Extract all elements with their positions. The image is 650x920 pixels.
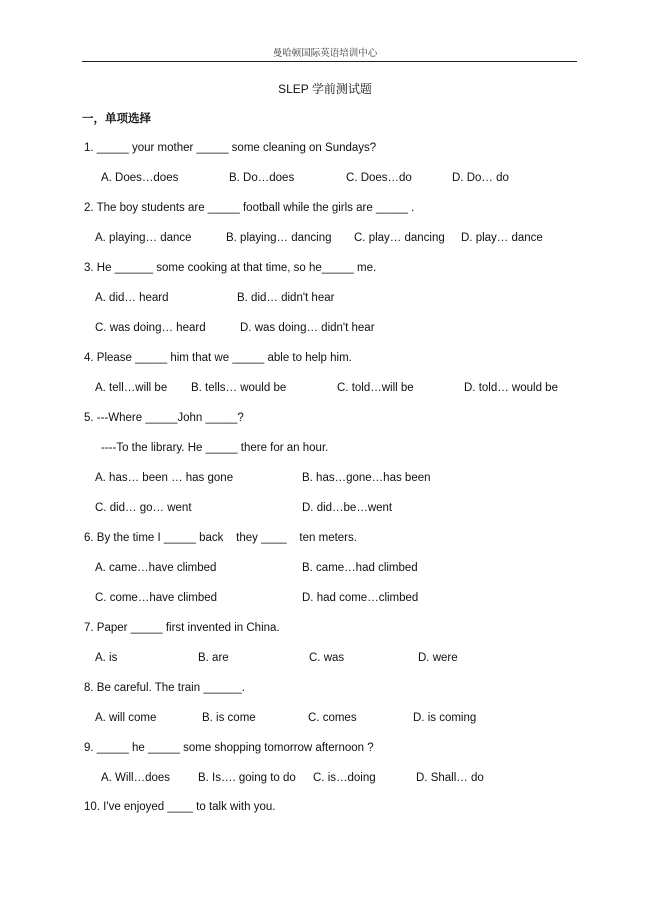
page-header: 曼哈顿国际英语培训中心 <box>272 48 378 59</box>
option-d: D. had come…climbed <box>302 592 419 604</box>
option-b: B. are <box>198 652 229 664</box>
option-a: A. did… heard <box>95 292 169 304</box>
option-d: D. Do… do <box>452 172 509 184</box>
question-stem-continued: ----To the library. He _____ there for an hour. <box>101 442 329 454</box>
question-stem: 8. Be careful. The train ______. <box>84 682 245 694</box>
question-stem: 9. _____ he _____ some shopping tomorrow afternoon ? <box>84 742 374 754</box>
option-b: B. came…had climbed <box>302 562 418 574</box>
option-b: B. did… didn't hear <box>237 292 335 304</box>
option-d: D. was doing… didn't hear <box>240 322 375 334</box>
question-stem: 2. The boy students are _____ football while the girls are _____ . <box>84 202 415 214</box>
question-stem: 3. He ______ some cooking at that time, so he_____ me. <box>84 262 377 274</box>
option-c: C. told…will be <box>337 382 414 394</box>
section-heading: 一，单项选择 <box>82 111 151 125</box>
option-b: B. Is…. going to do <box>198 772 296 784</box>
question-stem: 6. By the time I _____ back they ____ ten meters. <box>84 532 357 544</box>
option-b: B. playing… dancing <box>226 232 332 244</box>
question-stem: 10. I've enjoyed ____ to talk with you. <box>84 801 276 813</box>
option-c: C. is…doing <box>313 772 376 784</box>
page-title: SLEP 学前测试题 <box>278 82 372 96</box>
option-c: C. Does…do <box>346 172 412 184</box>
option-d: D. Shall… do <box>416 772 484 784</box>
option-b: B. is come <box>202 712 256 724</box>
option-c: C. come…have climbed <box>95 592 218 604</box>
option-a: A. will come <box>95 712 157 724</box>
question-stem: 4. Please _____ him that we _____ able to help him. <box>84 352 352 364</box>
option-a: A. playing… dance <box>95 232 192 244</box>
option-b: B. Do…does <box>229 172 295 184</box>
option-c: C. was <box>309 652 345 664</box>
option-c: C. was doing… heard <box>95 322 206 334</box>
header-rule <box>82 61 577 62</box>
option-d: D. did…be…went <box>302 502 393 514</box>
option-a: A. is <box>95 652 118 664</box>
question-stem: 5. ---Where _____John _____? <box>84 412 244 424</box>
question-stem: 7. Paper _____ first invented in China. <box>84 622 280 634</box>
option-a: A. tell…will be <box>95 382 168 394</box>
option-c: C. did… go… went <box>95 502 192 514</box>
option-a: A. has… been … has gone <box>95 472 234 484</box>
option-b: B. tells… would be <box>191 382 287 394</box>
option-a: A. came…have climbed <box>95 562 217 574</box>
option-a: A. Does…does <box>101 172 179 184</box>
option-d: D. is coming <box>413 712 477 724</box>
option-d: D. told… would be <box>464 382 558 394</box>
question-stem: 1. _____ your mother _____ some cleaning on Sundays? <box>84 142 377 154</box>
option-b: B. has…gone…has been <box>302 472 431 484</box>
option-d: D. were <box>418 652 458 664</box>
option-a: A. Will…does <box>101 772 171 784</box>
option-d: D. play… dance <box>461 232 543 244</box>
option-c: C. comes <box>308 712 357 724</box>
option-c: C. play… dancing <box>354 232 445 244</box>
